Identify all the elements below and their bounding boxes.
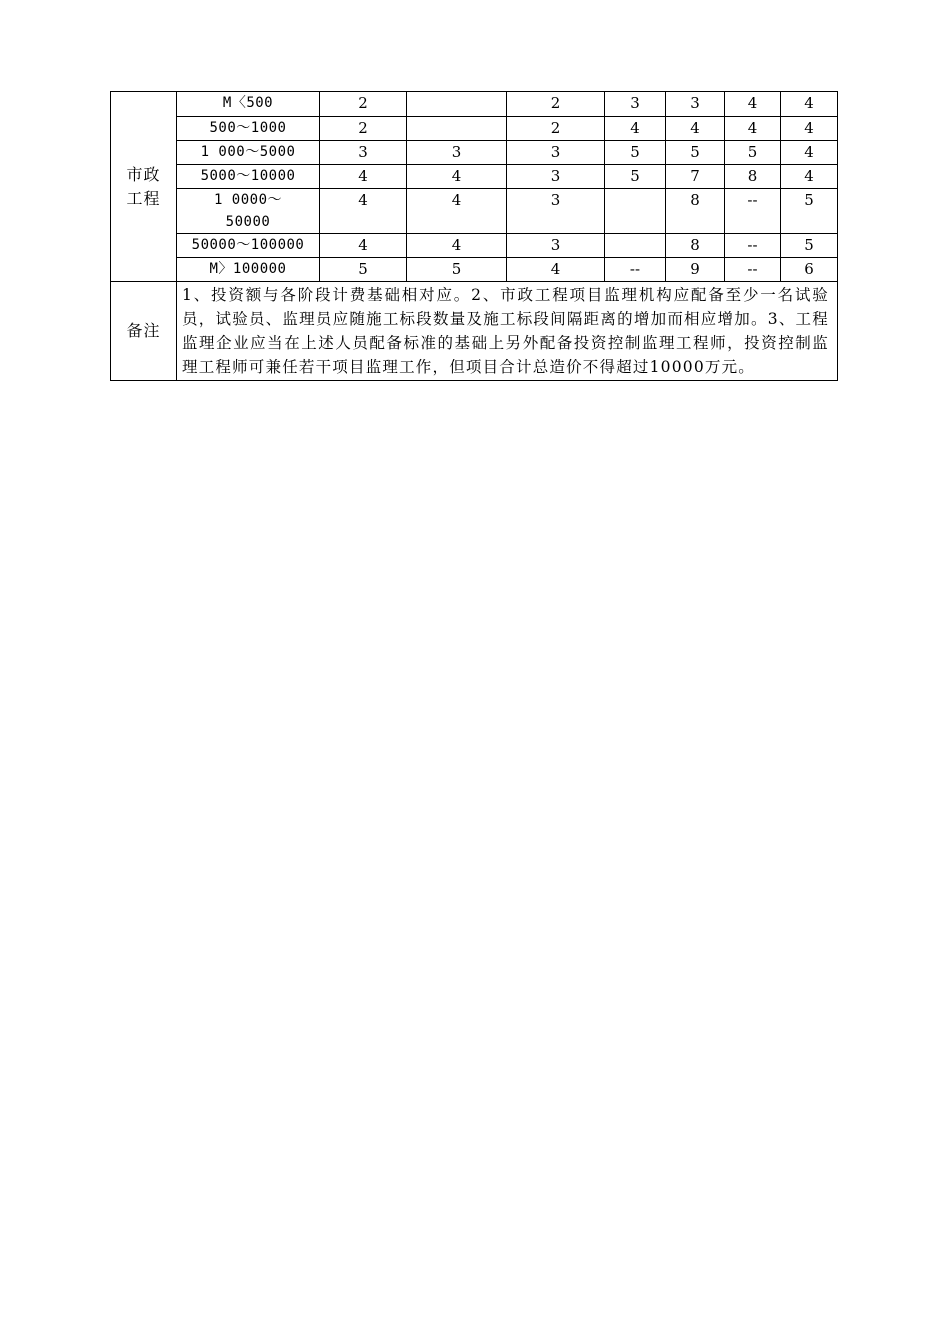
value-cell: 3 xyxy=(320,141,407,165)
value-cell: 4 xyxy=(320,165,407,189)
notes-label: 备注 xyxy=(111,282,177,381)
value-cell: 7 xyxy=(666,165,725,189)
value-cell xyxy=(605,234,666,258)
table-row xyxy=(111,189,838,234)
value-cell: 5 xyxy=(725,141,781,165)
value-cell: -- xyxy=(725,258,781,282)
value-cell: 5 xyxy=(407,258,507,282)
range-cell: 500～1000 xyxy=(177,117,320,141)
table-row xyxy=(111,141,838,165)
value-cell: 2 xyxy=(507,117,605,141)
range-cell: M〉100000 xyxy=(177,258,320,282)
value-cell: 2 xyxy=(320,92,407,117)
category-label-line1: 市政 xyxy=(126,164,161,184)
category-cell xyxy=(111,92,177,282)
value-cell: 3 xyxy=(407,141,507,165)
value-cell: 2 xyxy=(320,117,407,141)
table-row xyxy=(111,258,838,282)
value-cell xyxy=(605,189,666,234)
value-cell: 8 xyxy=(666,234,725,258)
value-cell: 5 xyxy=(320,258,407,282)
value-cell: 4 xyxy=(781,117,838,141)
value-cell: 8 xyxy=(725,165,781,189)
value-cell: 4 xyxy=(407,234,507,258)
value-cell: 3 xyxy=(507,165,605,189)
value-cell: -- xyxy=(605,258,666,282)
range-cell: 50000～100000 xyxy=(177,234,320,258)
value-cell: 4 xyxy=(507,258,605,282)
value-cell: 5 xyxy=(605,165,666,189)
value-cell xyxy=(407,117,507,141)
range-line2: 50000 xyxy=(225,214,271,230)
table-row xyxy=(111,117,838,141)
value-cell: 8 xyxy=(666,189,725,234)
value-cell: 3 xyxy=(507,189,605,234)
value-cell: 4 xyxy=(725,92,781,117)
notes-text: 1、投资额与各阶段计费基础相对应。2、市政工程项目监理机构应配备至少一名试验员，试验员、监理员应随施工标段数量及施工标段间隔距离的增加而相应增加。3、工程监理企业应当在上述人员配备标准的基础上另外配备投资控制监理工程师，投资控制监理工程师可兼任若干项目监理工作，但项目合计总造价不得超过10000万元。 xyxy=(177,282,838,381)
range-cell: M〈500 xyxy=(177,92,320,117)
range-line1: 1 0000～ xyxy=(213,192,283,208)
value-cell: 4 xyxy=(666,117,725,141)
range-cell xyxy=(177,189,320,234)
value-cell: 5 xyxy=(781,234,838,258)
value-cell: 5 xyxy=(781,189,838,234)
value-cell: 3 xyxy=(666,92,725,117)
value-cell: 3 xyxy=(507,234,605,258)
value-cell: 4 xyxy=(781,92,838,117)
table-row xyxy=(111,234,838,258)
value-cell: 4 xyxy=(781,141,838,165)
range-cell: 5000～10000 xyxy=(177,165,320,189)
value-cell: 3 xyxy=(605,92,666,117)
value-cell xyxy=(407,92,507,117)
value-cell: 4 xyxy=(725,117,781,141)
range-cell: 1 000～5000 xyxy=(177,141,320,165)
value-cell: 4 xyxy=(605,117,666,141)
value-cell: 5 xyxy=(605,141,666,165)
value-cell: 4 xyxy=(320,234,407,258)
value-cell: 5 xyxy=(666,141,725,165)
value-cell: 6 xyxy=(781,258,838,282)
notes-row xyxy=(111,282,838,381)
value-cell: 9 xyxy=(666,258,725,282)
value-cell: 2 xyxy=(507,92,605,117)
value-cell: -- xyxy=(725,234,781,258)
value-cell: 4 xyxy=(407,165,507,189)
value-cell: 4 xyxy=(320,189,407,234)
value-cell: -- xyxy=(725,189,781,234)
value-cell: 3 xyxy=(507,141,605,165)
category-label-line2: 工程 xyxy=(126,188,161,208)
table-row xyxy=(111,165,838,189)
table-row xyxy=(111,92,838,117)
value-cell: 4 xyxy=(407,189,507,234)
staffing-table xyxy=(110,91,838,381)
value-cell: 4 xyxy=(781,165,838,189)
